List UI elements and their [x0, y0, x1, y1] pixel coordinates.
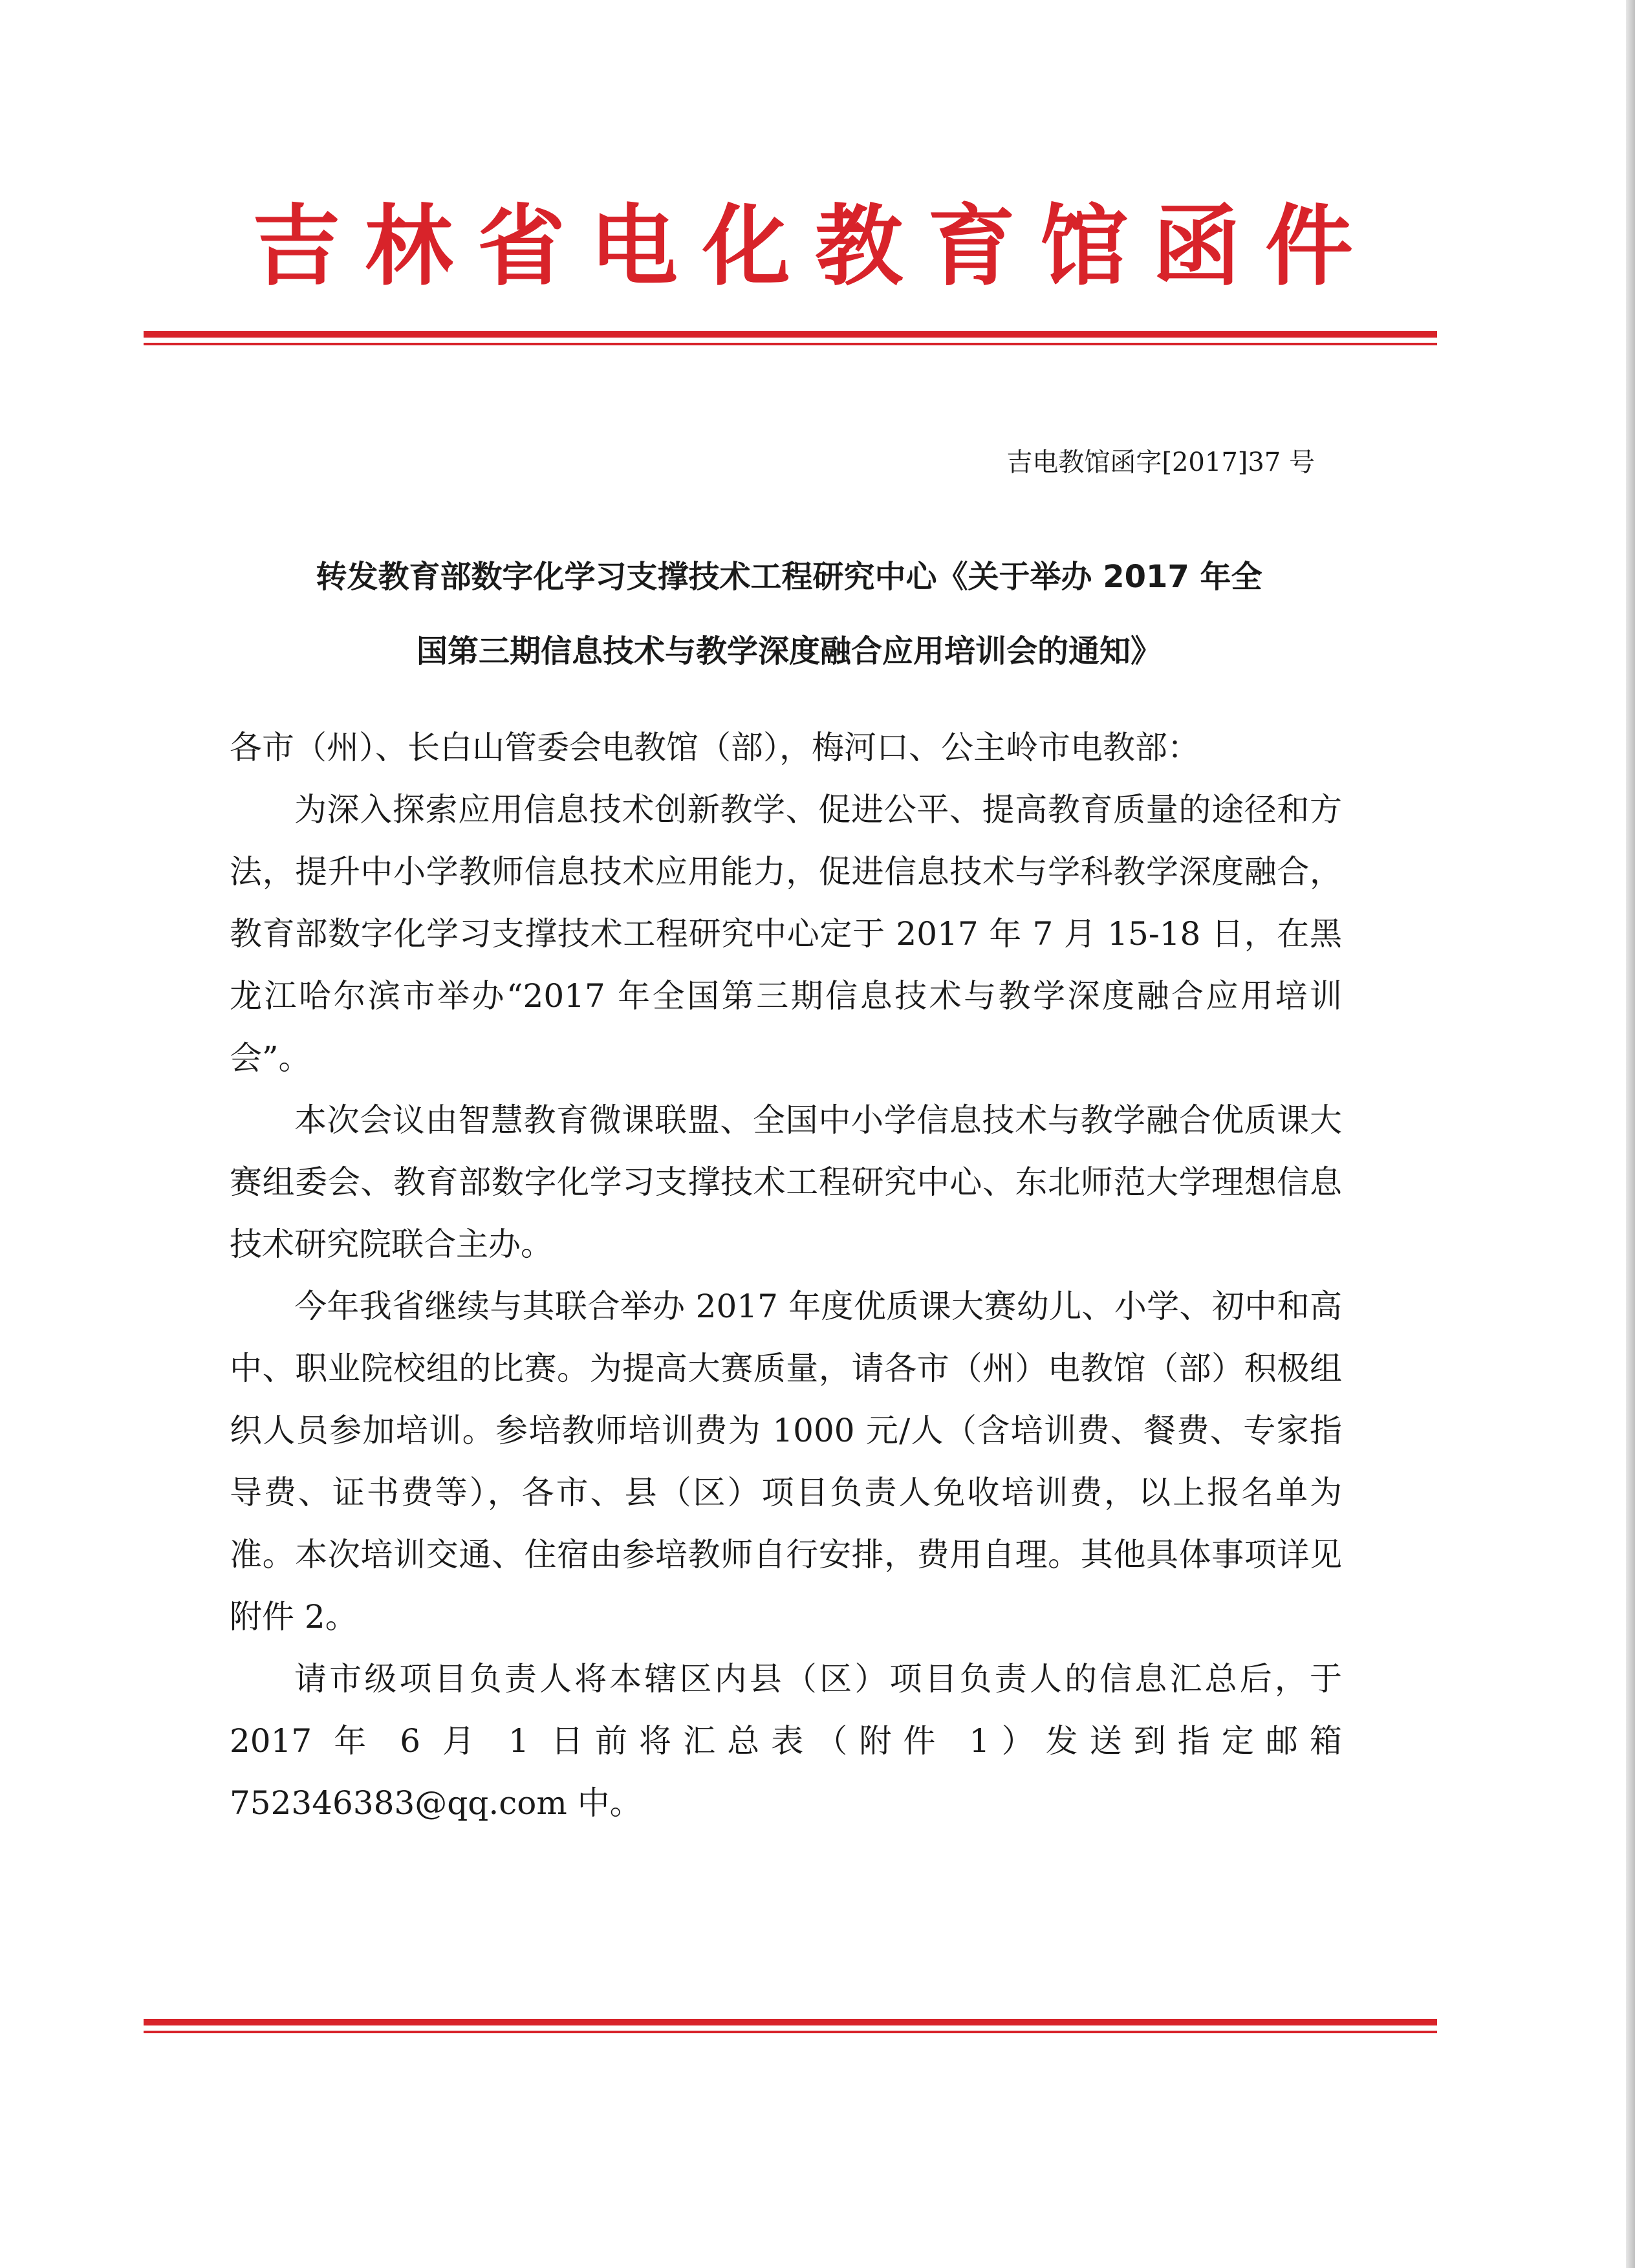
document-title-line-2: 国第三期信息技术与教学深度融合应用培训会的通知》 [416, 633, 1162, 669]
letterhead-rule-thick [144, 331, 1437, 338]
letterhead-title: 吉林省电化教育馆函件 [252, 196, 1378, 298]
body-paragraph-1: 为深入探索应用信息技术创新教学、促进公平、提高教育质量的途径和方法，提升中小学教师信息技术应用能力，促进信息技术与学科教学深度融合，教育部数字化学习支撑技术工程研究中心定于 2017 年 7 月 15-18 日，在黑龙江哈尔滨市举办“2017 年全国第三期信息技术与教学深度融合应用培训会”。 [230, 791, 1342, 1077]
scanned-page-edge [1626, 0, 1635, 2268]
body-paragraph-4: 请市级项目负责人将本辖区内县（区）项目负责人的信息汇总后，于 2017 年 6 月 1 日前将汇总表（附件 1）发送到指定邮箱 752346383@qq.com 中。 [230, 1660, 1342, 1822]
footer-rule-thin [144, 2031, 1437, 2033]
body-paragraph-2: 本次会议由智慧教育微课联盟、全国中小学信息技术与教学融合优质课大赛组委会、教育部数字化学习支撑技术工程研究中心、东北师范大学理想信息技术研究院联合主办。 [230, 1101, 1342, 1263]
document-title [223, 540, 1355, 689]
body-paragraph-3: 今年我省继续与其联合举办 2017 年度优质课大赛幼儿、小学、初中和高中、职业院校组的比赛。为提高大赛质量，请各市（州）电教馆（部）积极组织人员参加培训。参培教师培训费为 1000 元/人（含培训费、餐费、专家指导费、证书费等），各市、县（区）项目负责人免收培训费，以上报名单为准。本次培训交通、住宿由参培教师自行安排，费用自理。其他具体事项详见附件 2。 [230, 1288, 1342, 1636]
salutation: 各市（州）、长白山管委会电教馆（部），梅河口、公主岭市电教部： [230, 729, 1200, 766]
document-body [230, 717, 1342, 1834]
document-title-line-1: 转发教育部数字化学习支撑技术工程研究中心《关于举办 2017 年全 [316, 559, 1262, 595]
footer-rule-thick [144, 2019, 1437, 2025]
document-number: 吉电教馆函字[2017]37 号 [1006, 448, 1315, 477]
letterhead-rule-thin [144, 343, 1437, 345]
